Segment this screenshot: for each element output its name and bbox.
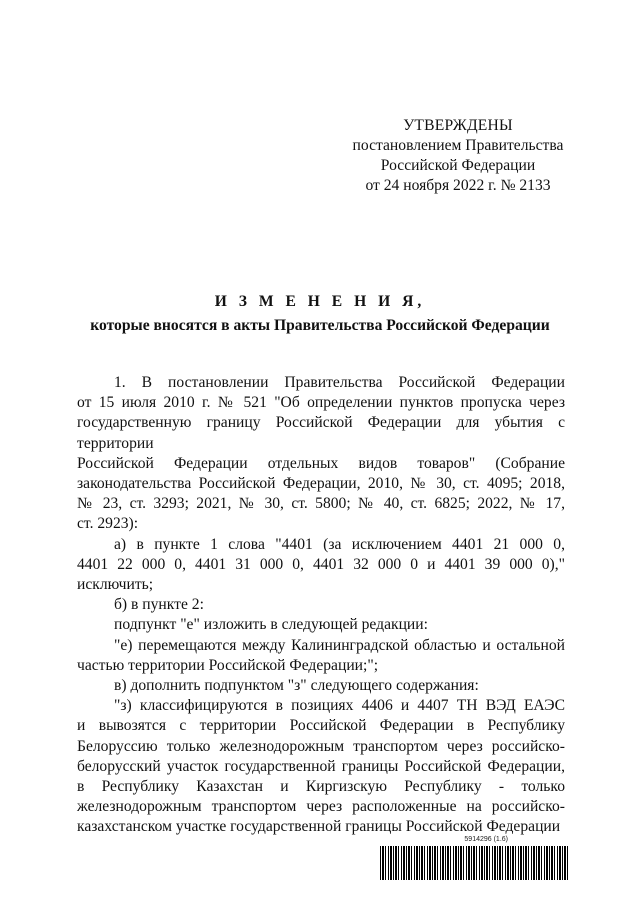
approval-stamp xyxy=(342,116,574,196)
approval-line-2: Российской Федерации xyxy=(380,157,536,174)
paragraph-7 xyxy=(77,696,565,837)
text-line: ст. 2923): xyxy=(77,515,139,533)
text-line: частью территории Российской Федерации;"; xyxy=(77,656,379,674)
text-line: Российской Федерации отдельных видов товаров" (Собрание xyxy=(77,454,565,472)
text-line: и вывозятся с территории Российской Федерации в Республику xyxy=(77,717,565,735)
text-line: 4401 22 000 0, 4401 31 000 0, 4401 32 000 0 и 4401 39 000 0)," xyxy=(77,555,565,573)
approval-line-3: от 24 ноября 2022 г. № 2133 xyxy=(365,177,551,194)
document-title: И З М Е Н Е Н И Я, xyxy=(214,293,426,310)
paragraph-5 xyxy=(77,636,565,676)
barcode-number: 5914296 (1.6) xyxy=(464,836,508,843)
text-line: "е) перемещаются между Калининградской областью и остальной xyxy=(114,636,565,654)
text-line: исключить; xyxy=(77,576,154,594)
text-line: белорусский участок государственной границы Российской Федерации, xyxy=(77,757,565,775)
text-line: государственную границу Российской Федерации для убытия с территории xyxy=(77,414,565,452)
text-line: Белоруссию только железнодорожным транспортом через российско- xyxy=(77,737,565,755)
paragraph-1 xyxy=(77,373,565,535)
text-line: № 23, ст. 3293; 2021, № 30, ст. 5800; № 40, ст. 6825; 2022, № 17, xyxy=(77,495,565,513)
text-line: казахстанском участке государственной границы Российской Федерации xyxy=(77,818,561,836)
paragraph-3: б) в пункте 2: xyxy=(114,596,204,614)
paragraph-4: подпункт "е" изложить в следующей редакции: xyxy=(114,616,428,634)
text-line: а) в пункте 1 слова "4401 (за исключением 4401 21 000 0, xyxy=(114,535,565,553)
barcode-block xyxy=(380,836,570,884)
paragraph-6: в) дополнить подпунктом "з" следующего содержания: xyxy=(114,677,479,695)
paragraph-2 xyxy=(77,535,565,596)
text-line: железнодорожным транспортом через расположенные на российско- xyxy=(77,798,565,816)
text-line: от 15 июля 2010 г. № 521 "Об определении пунктов пропуска через xyxy=(77,394,565,412)
barcode-image xyxy=(380,846,570,880)
text-line: 1. В постановлении Правительства Российской Федерации xyxy=(114,374,565,391)
document-subtitle: которые вносятся в акты Правительства Российской Федерации xyxy=(90,317,550,334)
text-line: законодательства Российской Федерации, 2010, № 30, ст. 4095; 2018, xyxy=(77,475,565,493)
text-line: "з) классифицируются в позициях 4406 и 4407 ТН ВЭД ЕАЭС xyxy=(114,697,565,715)
document-body xyxy=(77,373,565,838)
text-line: в Республику Казахстан и Киргизскую Республику - только xyxy=(77,778,565,796)
approval-line-1: постановлением Правительства xyxy=(352,137,564,154)
approval-heading: УТВЕРЖДЕНЫ xyxy=(403,117,513,134)
